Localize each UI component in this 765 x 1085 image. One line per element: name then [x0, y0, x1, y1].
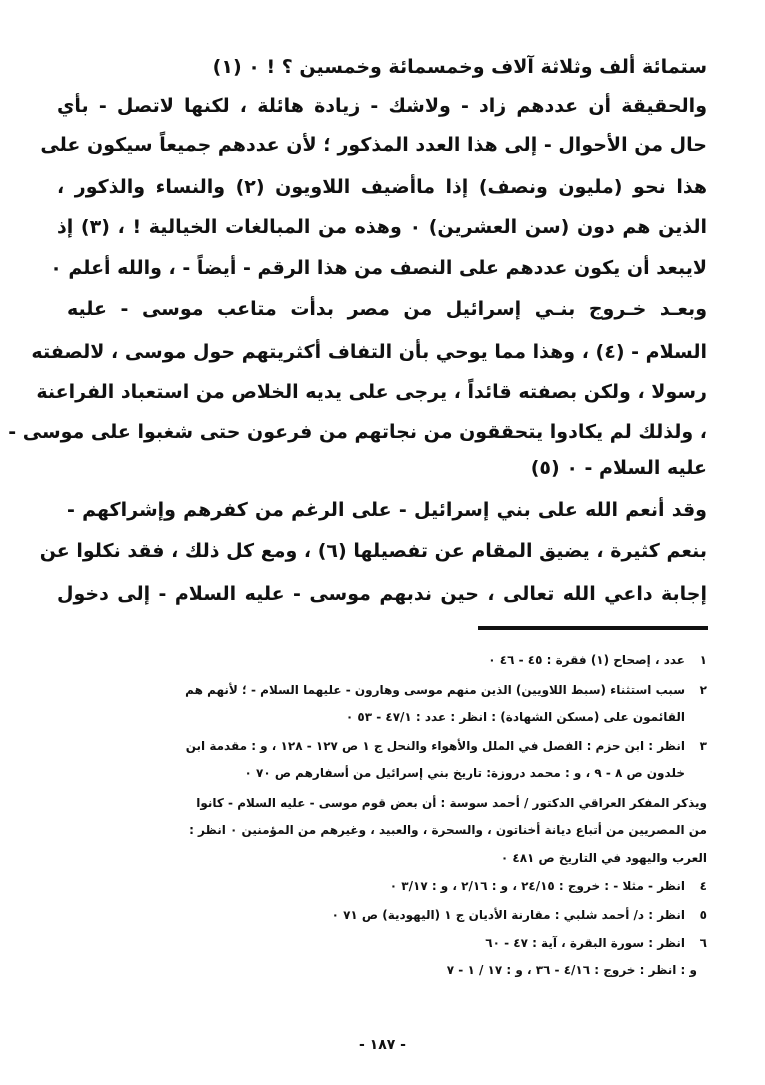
footnote-number: ١ [699, 653, 707, 667]
page-number: - ١٨٧ - [358, 1037, 406, 1053]
footnote-text: خلدون ص ٨ - ٩ ، و : محمد دروزة: تاريخ بني إسرائيل من أسفارهم ص ٧٠ ٠ [244, 766, 685, 780]
footnote-number: ٥ [699, 908, 707, 922]
footnote-separator [478, 626, 708, 630]
footnote-number: ٢ [699, 683, 707, 697]
footnote-text: انظر - مثلا - : خروج : ٢٤/١٥ ، و : ٢/١٦ ، و : ٣/١٧ ٠ [389, 879, 685, 893]
body-line: الذين هم دون (سن العشرين) ٠ وهذه من المبالغات الخيالية ! ، (٣) إذ [57, 216, 707, 238]
footnote-text: و : انظر : خروج : ٤/١٦ - ٣٦ ، و : ١٧ / ١ - ٧ [446, 963, 697, 977]
footnote-text: انظر : سورة البقرة ، آية : ٤٧ - ٦٠ [485, 936, 685, 950]
body-line: ستمائة ألف وثلاثة آلاف وخمسمائة وخمسين ؟ ! ٠ (١) [212, 56, 707, 78]
footnote-text: انظر : د/ أحمد شلبي : مقارنة الأديان ج ١ (اليهودية) ص ٧١ ٠ [331, 908, 685, 922]
body-line: ، ولذلك لم يكادوا يتحققون من نجاتهم من فرعون حتى شغبوا على موسى - [8, 421, 707, 443]
body-line: والحقيقة أن عددهم زاد - ولاشك - زيادة هائلة ، لكنها لاتصل - بأي [57, 95, 707, 117]
footnote-text: العرب واليهود في التاريخ ص ٤٨١ ٠ [500, 851, 707, 865]
body-line: رسولا ، ولكن بصفته قائداً ، يرجى على يديه الخلاص من استعباد الفراعنة [36, 381, 707, 403]
footnote-text: القائمون على (مسكن الشهادة) : انظر : عدد : ٤٧/١ - ٥٣ ٠ [345, 710, 685, 724]
footnote-text: انظر : ابن حزم : الفصل في الملل والأهواء والنحل ج ١ ص ١٢٧ - ١٢٨ ، و : مقدمة ابن [185, 739, 685, 753]
body-line: وقد أنعم الله على بني إسرائيل - على الرغم من كفرهم وإشراكهم - [67, 499, 707, 521]
body-line: لايبعد أن يكون عددهم على النصف من هذا الرقم - أيضاً - ، والله أعلم ٠ [50, 257, 707, 279]
body-line: السلام - (٤) ، وهذا مما يوحي بأن التفاف أكثريتهم حول موسى ، لالصفته [31, 341, 707, 363]
body-line: إجابة داعي الله تعالى ، حين ندبهم موسى - عليه السلام - إلى دخول [57, 583, 707, 605]
footnote-text: ويذكر المفكر العراقي الدكتور / أحمد سوسة : أن بعض قوم موسى - عليه السلام - كانوا [196, 796, 707, 810]
footnote-text: عدد ، إصحاح (١) فقرة : ٤٥ - ٤٦ ٠ [488, 653, 685, 667]
body-line: عليه السلام - ٠ (٥) [530, 457, 707, 479]
body-line: حال من الأحوال - إلى هذا العدد المذكور ؛ لأن عددهم جميعاً سيكون على [40, 134, 707, 156]
footnote-number: ٣ [699, 739, 707, 753]
footnote-number: ٦ [699, 936, 707, 950]
body-line: وبعـد خـروج بنـي إسرائيل من مصر بدأت متاعب موسى - عليه [67, 298, 707, 320]
footnote-text: من المصريين من أتباع ديانة أخناتون ، والسحرة ، والعبيد ، وغيرهم من المؤمنين ٠ انظر : [189, 823, 707, 837]
footnote-text: سبب استثناء (سبط اللاويين) الذين منهم موسى وهارون - عليهما السلام - ؛ لأنهم هم [185, 683, 685, 697]
body-line: هذا نحو (مليون ونصف) إذا ماأضيف اللاويون (٢) والنساء والذكور ، [57, 176, 707, 198]
body-line: بنعم كثيرة ، يضيق المقام عن تفصيلها (٦) ، ومع كل ذلك ، فقد نكلوا عن [39, 540, 707, 562]
footnote-number: ٤ [699, 879, 707, 893]
